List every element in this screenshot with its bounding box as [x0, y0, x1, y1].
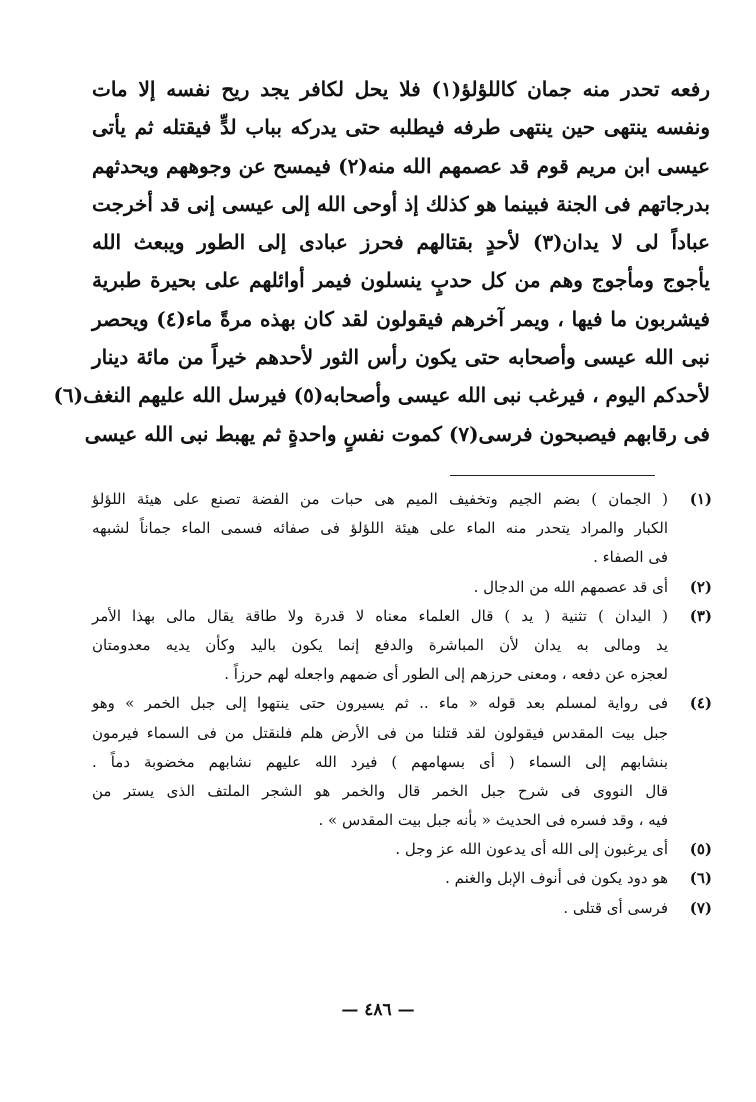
footnote	[92, 864, 712, 893]
page-number: — ٤٨٦ —	[341, 1000, 415, 1020]
main-text-line: رفعه تحدر منه جمان كاللؤلؤ(١) فلا يحل لكافر يجد ريح نفسه إلا مات	[92, 77, 710, 101]
footnote	[92, 602, 712, 690]
footnote-text	[92, 602, 668, 690]
footnote-text	[92, 864, 668, 893]
footnote-number: (٣)	[689, 606, 712, 625]
footnote-number: (٧)	[689, 898, 712, 917]
footnote-line: أى قد عصمهم الله من الدجال .	[473, 577, 668, 596]
footnote-line: فيه ، وقد فسره فى الحديث « بأنه جبل بيت المقدس » .	[318, 811, 668, 830]
main-text-line: نبى الله عيسى وأصحابه حتى يكون رأس الثور لأحدهم خيراً من مائة دينار	[92, 345, 710, 370]
footnote	[92, 835, 712, 864]
footnote-text	[92, 894, 668, 923]
footnote	[92, 485, 712, 573]
main-text-line: بدرجاتهم فى الجنة فبينما هو كذلك إذ أوحى الله إلى عيسى إنى قد أخرجت	[92, 191, 710, 216]
footnote-line: قال النووى فى شرح جبل الخمر قال والخمر هو الشجر الملتف الذى يستر من	[92, 781, 668, 800]
main-text-line: فيشربون ما فيها ، ويمر آخرهم فيقولون لقد كان بهذه مرةً ماء(٤) ويحصر	[92, 306, 710, 331]
footnote-number: (٢)	[689, 577, 712, 596]
footnote-line: فرسى أى قتلى .	[563, 898, 668, 917]
main-text-line: عباداً لى لا يدان(٣) لأحدٍ بقتالهم فحرز عبادى إلى الطور ويبعث الله	[92, 230, 710, 255]
footnote-text	[92, 689, 668, 835]
footnote-number: (٤)	[689, 694, 712, 713]
footnote-line: لعجزه عن دفعه ، ومعنى حرزهم إلى الطور أى ضمهم واجعله لهم حرزاً .	[224, 665, 668, 684]
footnote-text	[92, 835, 668, 864]
footnote-line: ( الجمان ) بضم الجيم وتخفيف الميم هى حبات من الفضة تصنع على هيئة اللؤلؤ	[92, 490, 668, 508]
footnote-line: الكبار والمراد يتحدر منه الماء على هيئة اللؤلؤ فى صفائه فسمى الماء جماناً لشبهه	[92, 519, 668, 538]
footnote	[92, 689, 712, 835]
footnote-line: ( اليدان ) تثنية ( يد ) قال العلماء معناه لا قدرة ولا طاقة يقال مالى بهذا الأمر	[92, 606, 668, 625]
footnote-line: هو دود يكون فى أنوف الإبل والغنم .	[445, 869, 668, 888]
footnote-line: بنشابهم إلى السماء ( أى بسهامهم ) فيرد الله عليهم نشابهم مخضوبة دماً .	[92, 752, 668, 771]
main-text-line: عيسى ابن مريم قوم قد عصمهم الله منه(٢) فيمسح عن وجوههم ويحدثهم	[92, 153, 710, 178]
footnote-text	[92, 573, 668, 602]
main-text-line: يأجوج ومأجوج وهم من كل حدبٍ ينسلون فيمر أوائلهم على بحيرة طبرية	[92, 268, 710, 293]
footnotes-block	[92, 485, 712, 923]
footnote	[92, 894, 712, 923]
footnote-number: (٥)	[689, 840, 712, 859]
footnote-line: فى الصفاء .	[593, 548, 668, 567]
footnote-number: (١)	[689, 490, 712, 508]
footnote-divider	[450, 475, 655, 476]
main-text-line: ونفسه ينتهى حين ينتهى طرفه فيطلبه حتى يدركه بباب لدٍّ فيقتله ثم يأتى	[92, 115, 710, 140]
main-text-line: فى رقابهم فيصبحون فرسى(٧) كموت نفسٍ واحدةٍ ثم يهبط نبى الله عيسى	[84, 421, 710, 446]
main-text-line: لأحدكم اليوم ، فيرغب نبى الله عيسى وأصحابه(٥) فيرسل الله عليهم النغف(٦)	[53, 383, 710, 408]
footnote	[92, 573, 712, 602]
footnote-line: أى يرغبون إلى الله أى يدعون الله عز وجل .	[395, 840, 668, 859]
footnote-line: يد ومالى به يدان لأن المباشرة والدفع إنما يكون باليد وكأن يديه معدومتان	[92, 635, 668, 654]
footnote-text	[92, 485, 668, 573]
footnote-number: (٦)	[689, 869, 712, 888]
footnote-line: جبل بيت المقدس فيقولون لقد قتلنا من فى الأرض هلم فلنقتل من فى السماء فيرمون	[92, 723, 668, 742]
footnote-line: فى رواية لمسلم بعد قوله « ماء .. ثم يسيرون حتى ينتهوا إلى جبل الخمر » وهو	[92, 694, 668, 713]
main-text-block	[53, 70, 710, 453]
